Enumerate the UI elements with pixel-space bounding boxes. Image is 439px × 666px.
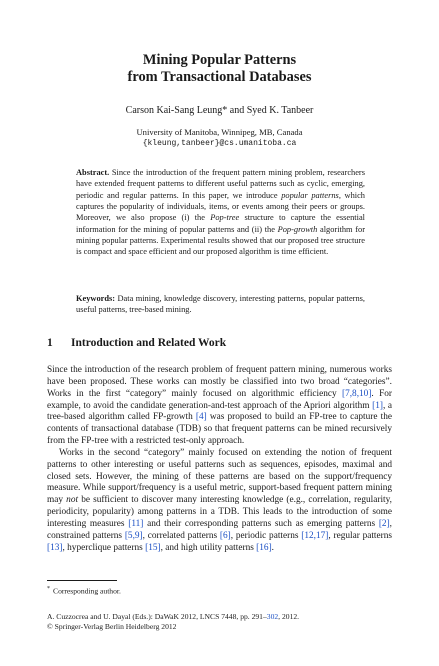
paragraph-2-text: be sufficient to discover many interesting knowledge (e.g., correlation, regularity, periodicity, popularity) among patterns in a TDB. This leads to the introduction of some interesting measures — [47, 495, 392, 529]
paragraph-2-text: Works in the second “category” mainly focused on extending the notion of frequent patterns to other interesting or useful patterns such as sequences, episodes, maximal and closed sets. However, the mining of these patterns are based on the support/frequency measure. While support/frequency is a useful metric, support-based frequent pattern mining may — [47, 447, 392, 506]
section-title: Introduction and Related Work — [71, 337, 227, 349]
paragraph-1-text: Since the introduction of the research problem of frequent pattern mining, numerous works have been proposed. These works can mostly be classified into two broad “categories”. Works in the first “category” mainly focused on algorithmic efficiency — [47, 365, 392, 399]
paper-title-line-2: from Transactional Databases — [127, 69, 312, 85]
citation-link[interactable]: [6] — [219, 530, 231, 541]
author-emails: {kleung,tanbeer}@cs.umanitoba.ca — [142, 139, 297, 148]
citation-text: , 2012. — [278, 612, 300, 621]
body-text — [47, 365, 392, 555]
paragraph-2-text: , periodic patterns — [230, 530, 302, 541]
paper-title-line-1: Mining Popular Patterns — [142, 52, 297, 68]
paragraph-1-text: . For example, to avoid the candidate generation-and-test approach of the Apriori algorithm — [47, 388, 392, 411]
paragraph-2-emphasis: not — [66, 495, 79, 506]
section-number: 1 — [47, 337, 53, 349]
paragraph-1-text: was proposed to build an FP-tree to capture the contents of transactional database (TDB) so that frequent patterns can be mined recursively from the FP-tree with a restricted test-only approach. — [47, 412, 393, 447]
paragraph-2 — [47, 448, 392, 555]
abstract-text-3: structure to capture the essential information for the mining of popular patterns and (ii) the — [76, 213, 366, 234]
citation-link[interactable]: [1] — [372, 400, 383, 411]
abstract-label: Abstract. — [76, 168, 110, 177]
page-range-link[interactable]: 302 — [266, 612, 279, 621]
abstract-emphasis-1: popular patterns — [281, 190, 339, 200]
footnote-text: Corresponding author. — [53, 586, 121, 596]
citation-link[interactable]: [15] — [145, 542, 161, 553]
citation-link[interactable]: [2] — [378, 518, 390, 529]
footnote — [47, 586, 121, 596]
abstract-text-2: , which captures the popularity of individuals, items, or events among their peers or groups. Moreover, we also propose (i) the — [76, 190, 365, 223]
paragraph-2-text: , constrained patterns — [47, 518, 392, 541]
abstract-emphasis-3: Pop-growth — [277, 224, 318, 234]
paragraph-2-text: , hyperclique patterns — [62, 542, 146, 553]
section-heading — [47, 337, 226, 349]
citation-link[interactable]: [11] — [128, 518, 144, 529]
paragraph-1-text: , a tree-based algorithm called FP-growth — [47, 400, 392, 423]
paragraph-2-text: , and high utility patterns — [160, 542, 257, 553]
citation-link[interactable]: [12,17] — [301, 530, 329, 541]
abstract-emphasis-2: Pop-tree — [210, 213, 240, 223]
citation-link[interactable]: [13] — [47, 542, 63, 553]
paragraph-2-text: . — [271, 542, 274, 553]
keywords-text: Data mining, knowledge discovery, interesting patterns, popular patterns, useful patterns, tree-based mining. — [76, 294, 365, 315]
citation-block — [47, 612, 299, 632]
footnote-mark: * — [47, 586, 50, 592]
keywords-label: Keywords: — [76, 294, 116, 303]
footnote-rule — [47, 580, 117, 581]
citation-link[interactable]: [4] — [195, 412, 207, 423]
citation-text: A. Cuzzocrea and U. Dayal (Eds.): DaWaK 2012, LNCS 7448, pp. 291– — [47, 612, 267, 621]
abstract — [76, 167, 365, 258]
paragraph-1 — [47, 365, 392, 448]
citation-link[interactable]: [5,9] — [124, 530, 143, 541]
keywords — [76, 293, 365, 316]
citation-line-1 — [47, 612, 299, 622]
abstract-text-1: Since the introduction of the frequent pattern mining problem, researchers have extended frequent patterns to different useful patterns such as cyclic, emerging, periodic and regular patterns. In this paper, we introduce — [76, 168, 365, 200]
affiliation: University of Manitoba, Winnipeg, MB, Canada — [136, 127, 303, 137]
authors: Carson Kai-Sang Leung* and Syed K. Tanbeer — [125, 105, 314, 116]
citation-link[interactable]: [16] — [256, 542, 272, 553]
abstract-text-4: algorithm for mining popular patterns. Experimental results showed that our proposed tree structure is compact and space efficient and our proposed algorithm is time efficient. — [76, 224, 365, 257]
paragraph-2-text: , regular patterns — [328, 530, 393, 541]
copyright-line: © Springer-Verlag Berlin Heidelberg 2012 — [47, 622, 177, 631]
citation-link[interactable]: [7,8,10] — [341, 388, 372, 399]
paragraph-2-text: and their corresponding patterns such as emerging patterns — [143, 518, 379, 529]
paragraph-2-text: , correlated patterns — [142, 530, 220, 541]
